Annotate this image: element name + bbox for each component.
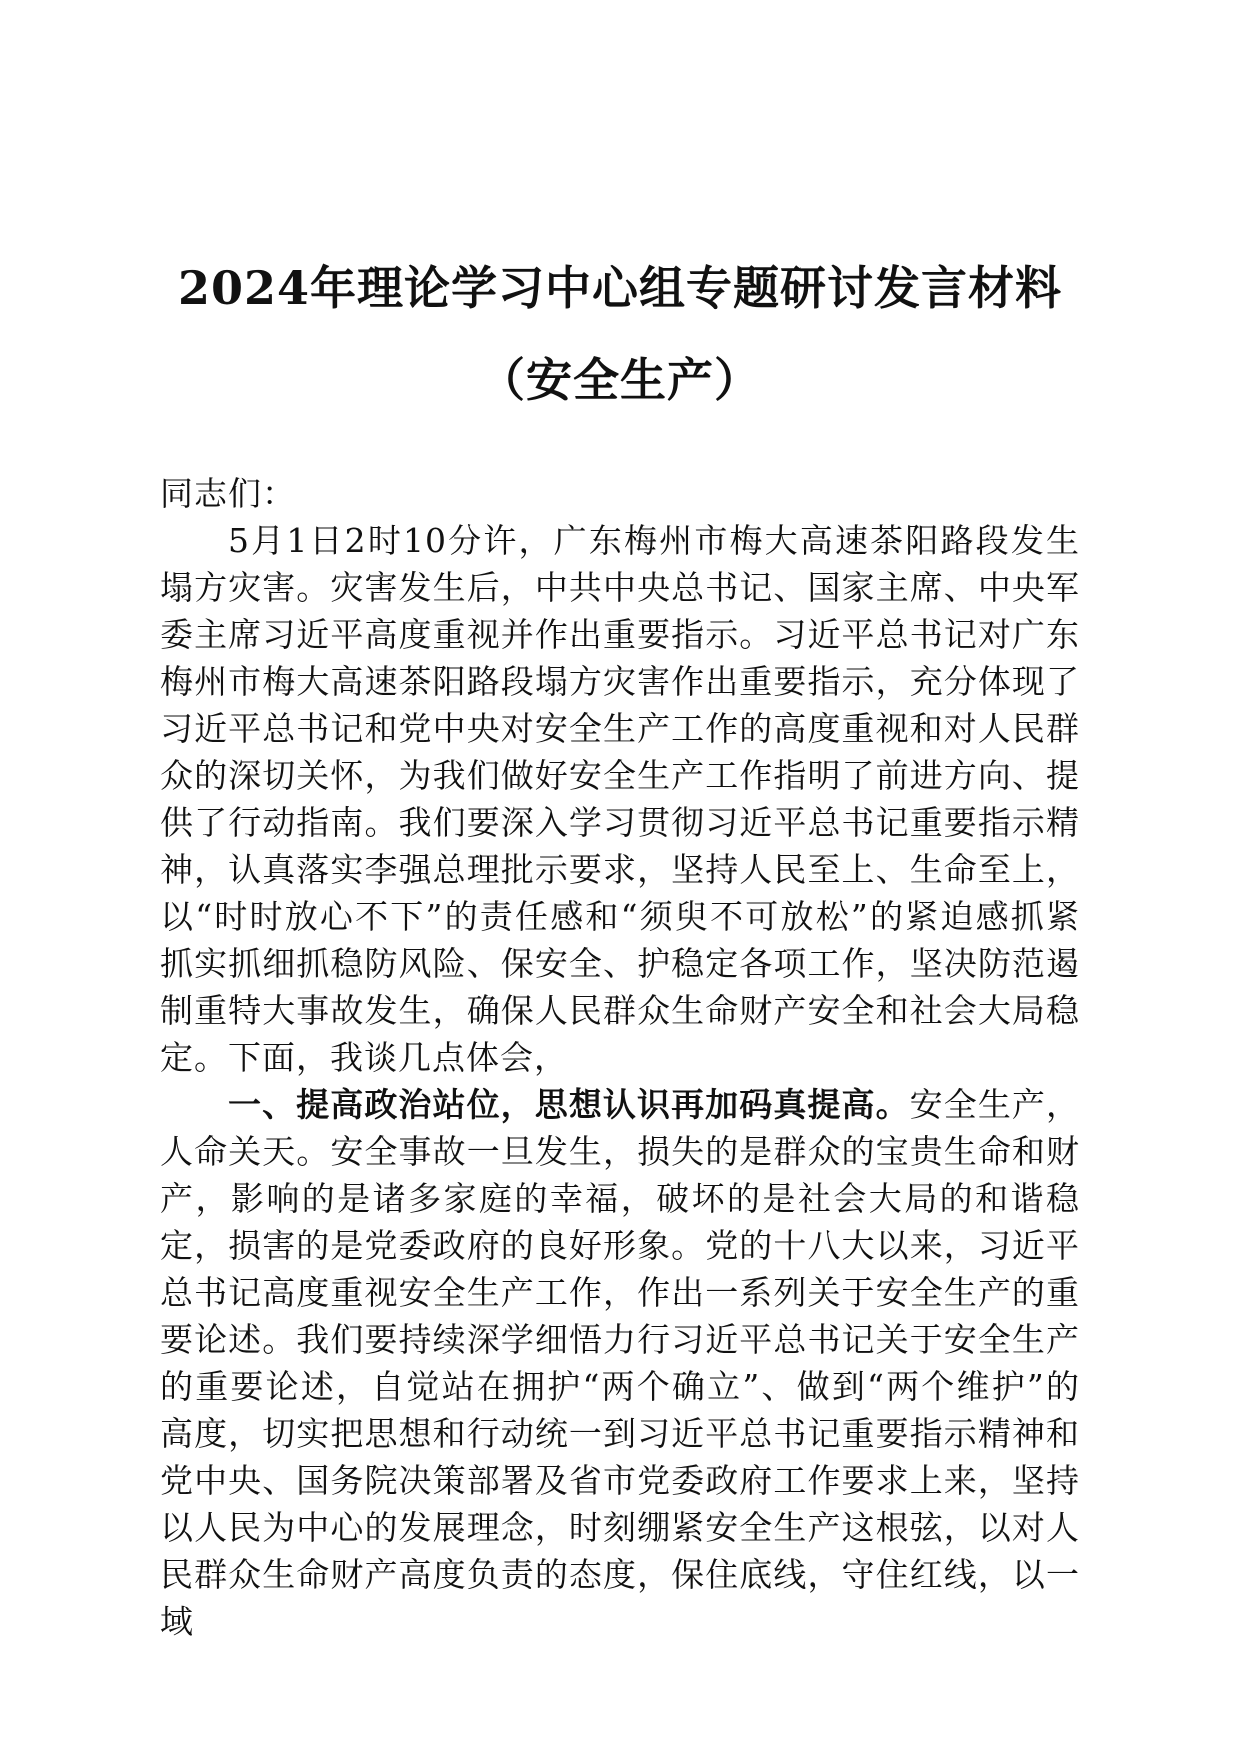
paragraph-intro: 5月1日2时10分许，广东梅州市梅大高速茶阳路段发生塌方灾害。灾害发生后，中共中央总书记、国家主席、中央军委主席习近平高度重视并作出重要指示。习近平总书记对广东梅州市梅大高速茶阳路段塌方灾害作出重要指示，充分体现了习近平总书记和党中央对安全生产工作的高度重视和对人民群众的深切关怀，为我们做好安全生产工作指明了前进方向、提供了行动指南。我们要深入学习贯彻习近平总书记重要指示精神，认真落实李强总理批示要求，坚持人民至上、生命至上，以“时时放心不下”的责任感和“须臾不可放松”的紧迫感抓紧抓实抓细抓稳防风险、保安全、护稳定各项工作，坚决防范遏制重特大事故发生，确保人民群众生命财产安全和社会大局稳定。下面，我谈几点体会， bbox=[160, 521, 1080, 1077]
paragraph-section-1 bbox=[160, 1081, 1080, 1645]
section-1-text: 安全生产，人命关天。安全事故一旦发生，损失的是群众的宝贵生命和财产，影响的是诸多家庭的幸福，破坏的是社会大局的和谐稳定，损害的是党委政府的良好形象。党的十八大以来，习近平总书记高度重视安全生产工作，作出一系列关于安全生产的重要论述。我们要持续深学细悟力行习近平总书记关于安全生产的重要论述，自觉站在拥护“两个确立”、做到“两个维护”的高度，切实把思想和行动统一到习近平总书记重要指示精神和党中央、国务院决策部署及省市党委政府工作要求上来，坚持以人民为中心的发展理念，时刻绷紧安全生产这根弦，以对人民群众生命财产高度负责的态度，保住底线，守住红线，以一域 bbox=[160, 1085, 1081, 1641]
section-1-heading: 一、提高政治站位，思想认识再加码真提高。 bbox=[228, 1085, 910, 1124]
document-subtitle: （安全生产） bbox=[479, 353, 761, 407]
document-body bbox=[160, 470, 1080, 1645]
document-title: 2024年理论学习中心组专题研讨发言材料 bbox=[177, 261, 1063, 315]
greeting: 同志们： bbox=[160, 474, 296, 513]
